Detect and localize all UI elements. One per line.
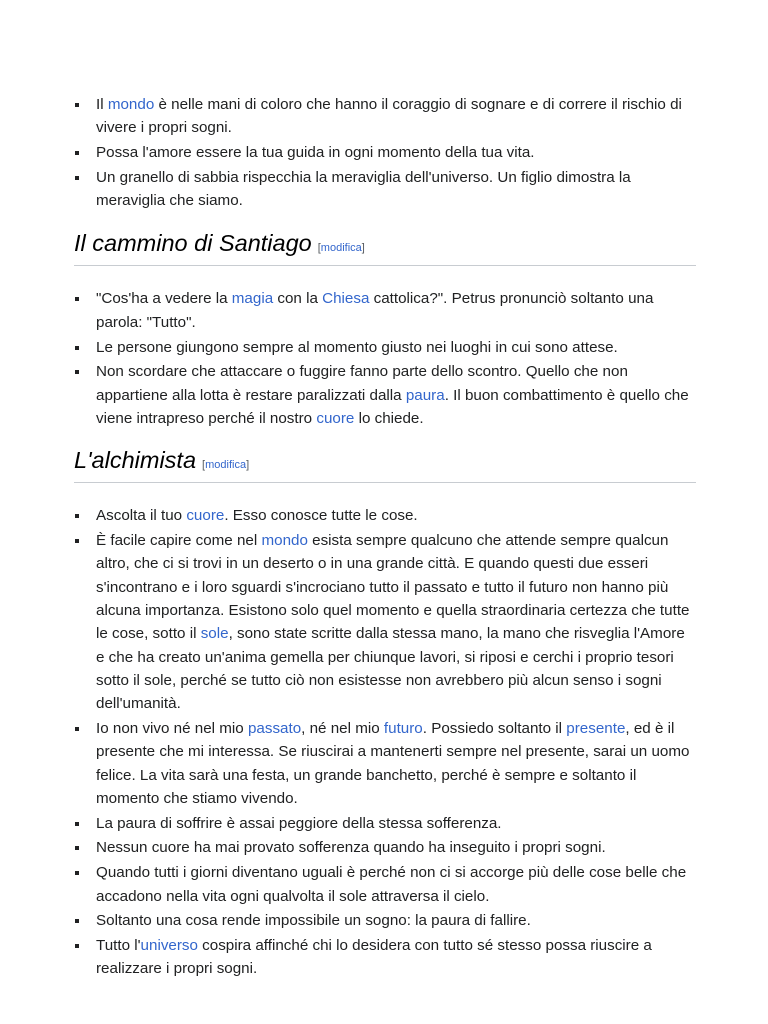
edit-link[interactable]: modifica xyxy=(320,242,362,255)
section-heading-alchimista xyxy=(74,446,696,483)
section-heading-santiago xyxy=(74,229,696,266)
link-universo[interactable]: universo xyxy=(140,937,198,955)
list-item: Possa l'amore essere la tua guida in ogni momento della tua vita. xyxy=(74,141,696,164)
quote-list xyxy=(74,504,696,980)
link-mondo[interactable]: mondo xyxy=(261,532,308,550)
link-chiesa[interactable]: Chiesa xyxy=(322,290,370,308)
link-futuro[interactable]: futuro xyxy=(383,719,423,737)
section-title: Il cammino di Santiago xyxy=(74,230,312,257)
link-magia[interactable]: magia xyxy=(231,290,274,308)
edit-section: [modifica] xyxy=(202,459,250,472)
link-cuore[interactable]: cuore xyxy=(186,507,225,525)
link-sole[interactable]: sole xyxy=(200,625,229,643)
link-presente[interactable]: presente xyxy=(566,719,626,737)
link-passato[interactable]: passato xyxy=(247,719,302,737)
edit-section: [modifica] xyxy=(317,242,365,255)
link-mondo[interactable]: mondo xyxy=(107,96,155,113)
section-title: L'alchimista xyxy=(74,447,197,474)
list-item: Quando tutti i giorni diventano uguali è perché non ci si accorge più delle cose belle che accadono nella vita ogni qualvolta il sole attraversa il cielo. xyxy=(74,861,696,908)
link-paura[interactable]: paura xyxy=(405,386,445,404)
list-item: La paura di soffrire è assai peggiore della stessa sofferenza. xyxy=(74,812,696,835)
list-item: Non scordare che attaccare o fuggire fanno parte dello scontro. Quello che non appartiene alla lotta è restare paralizzati dalla paura. Il buon combattimento è quello che viene intrapreso perché il nostro cuore lo chiede. xyxy=(74,360,696,430)
article-content xyxy=(74,93,696,982)
list-item: Il mondo è nelle mani di coloro che hanno il coraggio di sognare e di correre il rischio di vivere i propri sogni. xyxy=(74,93,696,140)
list-item: Ascolta il tuo cuore. Esso conosce tutte le cose. xyxy=(74,504,696,527)
list-item: Io non vivo né nel mio passato, né nel mio futuro. Possiedo soltanto il presente, ed è il presente che mi interessa. Se riuscirai a mantenerti sempre nel presente, sarai un uomo felice. La vita sarà una festa, un grande banchetto, perché è sempre e soltanto il momento che stiamo vivendo. xyxy=(74,717,696,810)
quote-list xyxy=(74,93,696,212)
list-item: Soltanto una cosa rende impossibile un sogno: la paura di fallire. xyxy=(74,909,696,932)
list-item: Le persone giungono sempre al momento giusto nei luoghi in cui sono attese. xyxy=(74,336,696,359)
list-item: Un granello di sabbia rispecchia la meraviglia dell'universo. Un figlio dimostra la meraviglia che siamo. xyxy=(74,166,696,213)
link-cuore[interactable]: cuore xyxy=(316,409,355,427)
edit-link[interactable]: modifica xyxy=(205,459,247,472)
list-item: È facile capire come nel mondo esista sempre qualcuno che attende sempre qualcun altro, che ci si trovi in un deserto o in una grande città. E quando questi due esseri s'incontrano e i loro sguardi s'incrociano tutto il passato e tutto il futuro non hanno più alcuna importanza. Esistono solo quel momento e quella straordinaria certezza che tutte le cose, sotto il sole, sono state scritte dalla stessa mano, la mano che risveglia l'Amore e che ha creato un'anima gemella per chiunque lavori, si riposi e cerchi i proprio tesori sotto il sole, perché se tutto ciò non esistesse non avrebbero più alcun senso i sogni dell'umanità. xyxy=(74,529,696,715)
list-item: "Cos'ha a vedere la magia con la Chiesa cattolica?". Petrus pronunciò soltanto una parola: "Tutto". xyxy=(74,287,696,334)
quote-list xyxy=(74,287,696,430)
list-item: Nessun cuore ha mai provato sofferenza quando ha inseguito i propri sogni. xyxy=(74,836,696,859)
list-item: Tutto l'universo cospira affinché chi lo desidera con tutto sé stesso possa riuscire a realizzare i propri sogni. xyxy=(74,934,696,981)
